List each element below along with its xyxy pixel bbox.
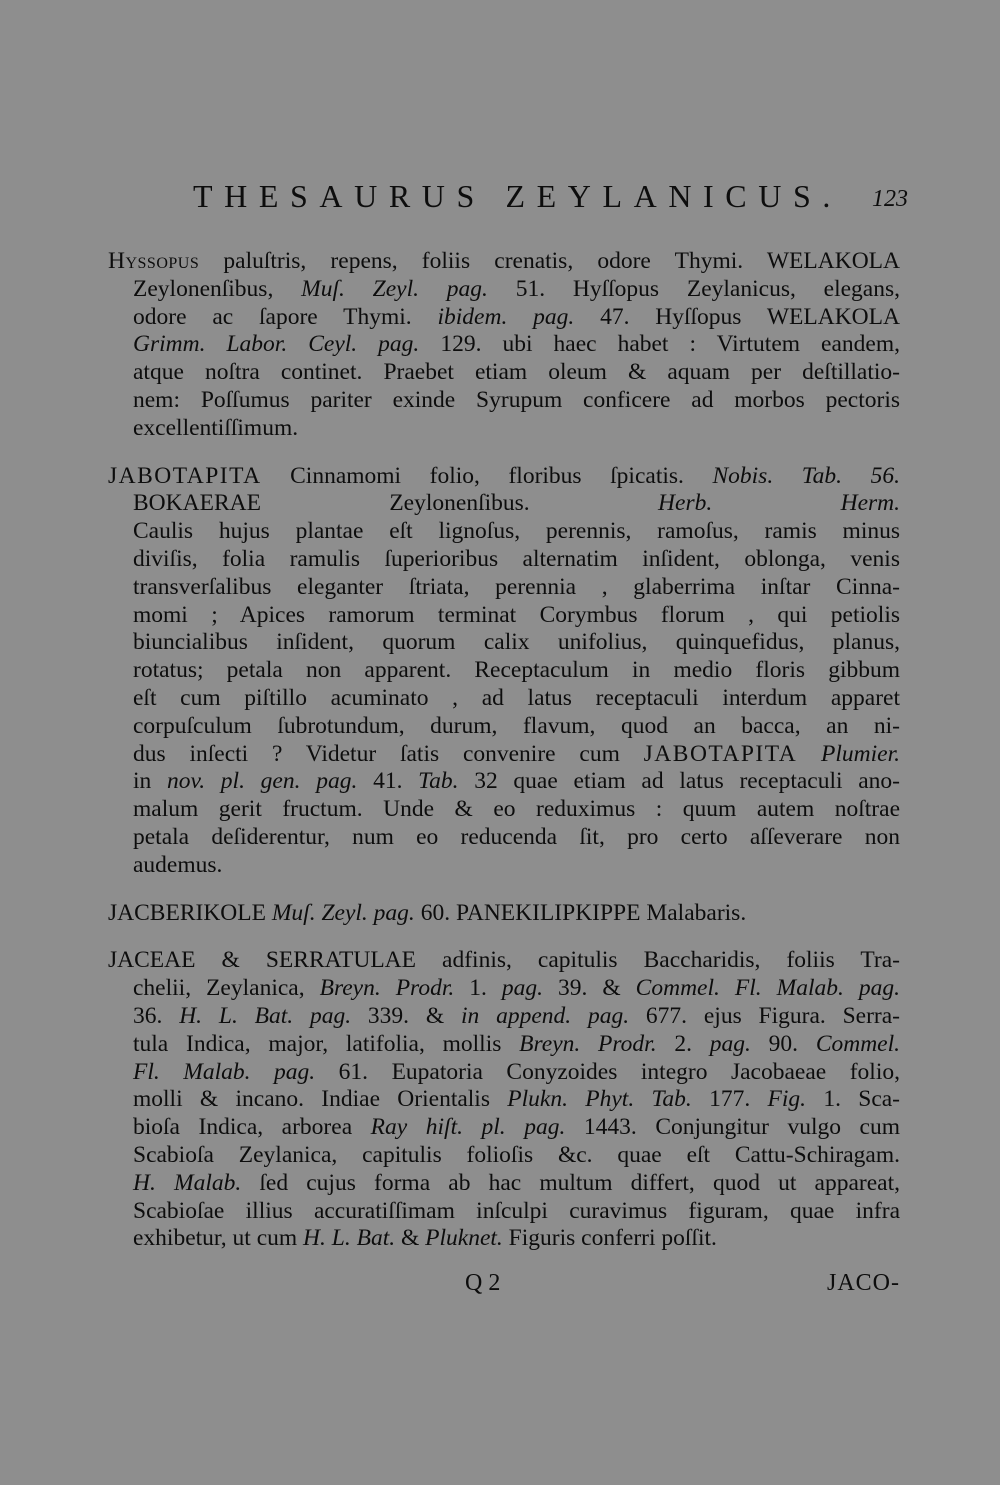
text-run: transverſalibus eleganter ſtriata, perennia , glaberrima inſtar Cinna- [133, 573, 900, 600]
text-run: JACEAE & SERRATULAE adfinis, capitulis Baccharidis, foliis Tra- [108, 947, 900, 974]
entry-jabotapita [108, 463, 900, 880]
page-footer [465, 1270, 900, 1310]
small-caps-run: Hyssopus [108, 248, 200, 274]
text-run: Scabioſa Zeylanica, capitulis folioſis &c. quae eſt Cattu-Schiragam. [133, 1141, 900, 1168]
text-run [842, 463, 871, 489]
text-run: 1443. Conjungitur vulgo cum [565, 1114, 900, 1141]
text-line [108, 1170, 900, 1198]
text-run: Scabioſae illius accuratiſſimam inſculpi curavimus figuram, quae infra [133, 1197, 900, 1224]
entry-hyssopus [108, 248, 900, 443]
text-line [108, 741, 900, 769]
text-line [108, 900, 900, 928]
text-run: 677. ejus Figura. Serra- [629, 1002, 900, 1029]
text-run: audemus. [133, 851, 223, 878]
text-line [108, 359, 900, 387]
text-line [108, 629, 900, 657]
italic-run: Breyn. Prodr. [319, 975, 455, 1002]
text-line [108, 1059, 900, 1087]
entry-jaceae [108, 947, 900, 1253]
text-line [108, 1198, 900, 1226]
italic-run: Fig. [767, 1086, 807, 1113]
text-run [797, 741, 821, 767]
text-run: BOKAERAE Zeylonenſibus. [133, 490, 659, 517]
text-run: odore ac ſapore Thymi. [133, 303, 438, 330]
text-line [108, 1142, 900, 1170]
text-run: atque noſtra continet. Praebet etiam oleum & aquam per deſtillatio- [133, 359, 900, 386]
italic-run: Herb. Herm. [658, 490, 900, 517]
text-run: 32 quae etiam ad latus receptaculi ano- [458, 768, 900, 795]
italic-run: ibidem. pag. [437, 303, 575, 330]
text-run: 51. Hyſſopus Zeylanicus, elegans, [487, 275, 900, 302]
italic-run: Grimm. Labor. Ceyl. pag. [133, 331, 420, 358]
text-run: 339. & [351, 1002, 461, 1029]
text-run: excellentiſſimum. [133, 414, 299, 441]
text-line [108, 248, 900, 276]
italic-run: Muſ. Zeyl. pag. [271, 899, 415, 926]
italic-run: pag. [709, 1030, 751, 1057]
italic-run: Muſ. Zeyl. pag. [301, 275, 488, 302]
text-run: 2. [656, 1030, 710, 1057]
text-line [108, 387, 900, 415]
text-run: dus inſecti ? Videtur ſatis convenire cum [133, 740, 644, 767]
text-run: 36. [133, 1002, 180, 1029]
text-run: bioſa Indica, arborea [133, 1114, 371, 1141]
text-line [108, 1031, 900, 1059]
text-run: 129. ubi haec habet : Virtutem eandem, [419, 331, 900, 358]
text-line [108, 490, 900, 518]
text-line [108, 304, 900, 332]
italic-run: Fl. Malab. pag. [133, 1058, 316, 1085]
text-line [108, 463, 900, 491]
text-run: diviſis, folia ramulis ſuperioribus alternatim inſident, oblonga, venis [133, 545, 900, 572]
italic-run: Plukn. Phyt. Tab. [507, 1086, 692, 1113]
text-run: 60. PANEKILIPKIPPE Malabaris. [414, 899, 747, 926]
text-run: paluſtris, repens, foliis crenatis, odore Thymi. WELAKOLA [199, 248, 900, 274]
text-run: 41. [357, 768, 419, 795]
italic-run: Pluknet. [425, 1225, 503, 1252]
italic-run: H. L. Bat. pag. [179, 1002, 352, 1029]
text-run: 1. Sca- [806, 1086, 900, 1113]
text-run: Figuris conferri poſſit. [502, 1225, 717, 1252]
text-line [108, 1086, 900, 1114]
italic-run: Nobis. Tab. [712, 462, 843, 489]
text-run: 1. [454, 975, 502, 1002]
page-number: 123 [872, 186, 908, 212]
text-line [108, 713, 900, 741]
text-run: 47. Hyſſopus WELAKOLA [574, 303, 900, 330]
italic-run: H. Malab. [133, 1169, 242, 1196]
text-run: 39. & [543, 975, 636, 1002]
text-line [108, 796, 900, 824]
text-line [108, 1003, 900, 1031]
text-line [108, 415, 900, 443]
text-line [108, 824, 900, 852]
text-run: nem: Poſſumus pariter exinde Syrupum conficere ad morbos pectoris [133, 386, 900, 413]
text-run: in [133, 768, 168, 795]
text-run: rotatus; petala non apparent. Receptaculum in medio floris gibbum [133, 657, 900, 684]
text-run: 90. [750, 1030, 816, 1057]
text-line [108, 1225, 900, 1253]
letterspaced-run: JABOTAPITA [643, 740, 798, 767]
text-line [108, 518, 900, 546]
text-run: chelii, Zeylanica, [133, 975, 320, 1002]
text-run: exhibetur, ut cum [133, 1225, 304, 1252]
text-line [108, 657, 900, 685]
text-run: biuncialibus inſident, quorum calix unifolius, quinquefidus, planus, [133, 629, 900, 656]
italic-run: Commel. [815, 1030, 900, 1057]
italic-run: Plumier. [821, 740, 900, 767]
text-run: molli & incano. Indiae Orientalis [133, 1086, 508, 1113]
text-line [108, 852, 900, 880]
italic-run: in append. pag. [460, 1002, 630, 1029]
text-line [108, 276, 900, 304]
text-run: Zeylonenſibus, [133, 275, 302, 302]
italic-run: nov. pl. gen. pag. [167, 768, 358, 795]
italic-run: Commel. Fl. Malab. pag. [635, 975, 900, 1002]
text-run: & [395, 1225, 426, 1252]
text-line [108, 947, 900, 975]
text-run: tula Indica, major, latifolia, mollis [133, 1030, 520, 1057]
letterspaced-run: JABOTAPITA [108, 462, 262, 489]
text-run: Caulis hujus plantae eſt lignoſus, perennis, ramoſus, ramis minus [133, 518, 900, 545]
text-run: momi ; Apices ramorum terminat Corymbus florum , qui petiolis [133, 601, 900, 628]
page-header [193, 178, 908, 228]
italic-run: pag. [501, 975, 544, 1002]
entry-jacberikole [108, 900, 900, 928]
text-run: ſed cujus forma ab hac multum differt, quod ut appareat, [241, 1169, 900, 1196]
text-run: petala deſiderentur, num eo reducenda ſit, pro certo aſſeverare non [133, 823, 900, 850]
text-run: eſt cum piſtillo acuminato , ad latus receptaculi interdum apparet [133, 684, 900, 711]
page-body [108, 248, 900, 1253]
text-run: corpuſculum ſubrotundum, durum, flavum, quod an bacca, an ni- [133, 712, 900, 739]
text-line [108, 546, 900, 574]
text-line [108, 331, 900, 359]
running-title: THESAURUS ZEYLANICUS. [193, 178, 842, 214]
text-run: malum gerit fructum. Unde & eo reduximus : quum autem noſtrae [133, 796, 900, 823]
italic-run: Tab. [418, 768, 459, 795]
signature-mark: Q 2 [465, 1270, 501, 1296]
text-run: 177. [691, 1086, 768, 1113]
text-line [108, 768, 900, 796]
italic-run: 56. [870, 462, 900, 489]
text-run: JACBERIKOLE [108, 899, 272, 926]
text-line [108, 1114, 900, 1142]
catchword: JACO- [826, 1270, 900, 1296]
italic-run: Breyn. Prodr. [519, 1030, 657, 1057]
text-run: 61. Eupatoria Conyzoides integro Jacobaeae folio, [315, 1058, 900, 1085]
italic-run: Ray hiſt. pl. pag. [370, 1114, 566, 1141]
text-line [108, 602, 900, 630]
text-line [108, 975, 900, 1003]
italic-run: H. L. Bat. [303, 1225, 396, 1252]
text-line [108, 574, 900, 602]
text-run: Cinnamomi folio, floribus ſpicatis. [261, 462, 713, 489]
text-line [108, 685, 900, 713]
